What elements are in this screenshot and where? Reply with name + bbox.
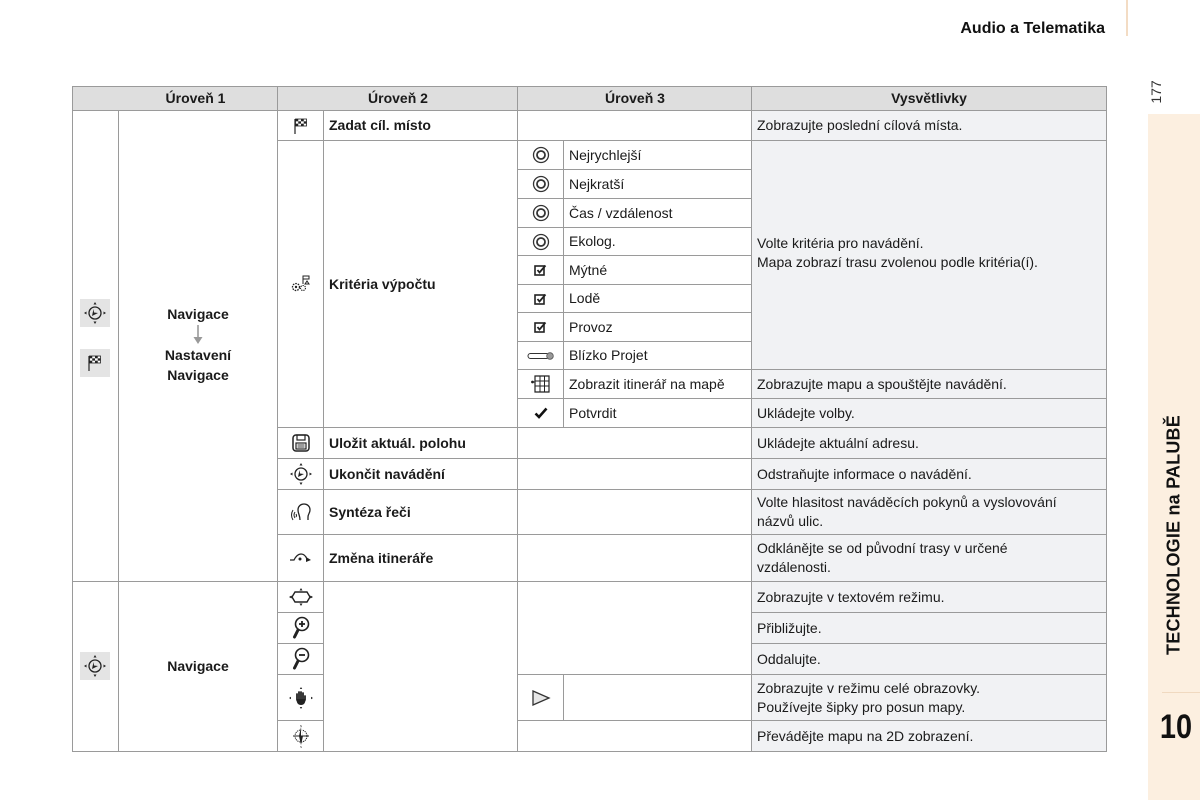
checkbox-icon [517, 312, 564, 342]
description-stop-guidance: Odstraňujte informace o navádění. [751, 458, 1107, 490]
level3-empty-cell [517, 110, 753, 141]
option-ferries: Lodě [563, 284, 753, 313]
level3-empty-cell [517, 489, 753, 535]
level1-label-navigace: Navigace [118, 581, 278, 752]
description-route-criteria [751, 140, 1107, 370]
description-line: názvů ulic. [757, 513, 824, 529]
column-header-description: Vysvětlivky [751, 86, 1107, 111]
level3-empty-cell [563, 674, 753, 721]
level3-empty-cell [517, 720, 753, 752]
menu-item-change-itinerary: Změna itineráře [323, 534, 519, 582]
description-enter-destination: Zobrazujte poslední cílová místa. [751, 110, 1107, 141]
option-eco: Ekolog. [563, 227, 753, 256]
menu-item-enter-destination: Zadat cíl. místo [323, 110, 519, 141]
level1-label-nastaveni: Nastavení [164, 347, 232, 363]
page-number-text: 177 [1148, 80, 1164, 104]
description-line: Odklánějte se od původní trasy v určené [757, 540, 1008, 556]
column-header-level3: Úroveň 3 [517, 86, 753, 111]
menu-item-stop-guidance: Ukončit navádění [323, 458, 519, 490]
checkmark-icon [517, 398, 564, 428]
svg-text:N: N [299, 724, 302, 728]
chapter-title: TECHNOLOGIE na PALUBĚ [1163, 415, 1184, 655]
level1-label-navigace-2: Navigace [167, 367, 229, 383]
checkbox-icon [517, 255, 564, 285]
description-speech-synthesis [751, 489, 1107, 535]
chapter-number: 10 [1159, 708, 1193, 746]
description-line: Používejte šipky pro posun mapy. [757, 698, 966, 715]
down-arrow-icon [193, 325, 203, 345]
text-mode-icon [277, 581, 324, 613]
column-header-level1: Úroveň 1 [72, 86, 319, 111]
navigation-compass-icon [277, 458, 324, 490]
description-2d-view: Převádějte mapu na 2D zobrazení. [751, 720, 1107, 752]
level2-empty-cell [323, 581, 519, 752]
checkbox-icon [517, 284, 564, 313]
description-show-route-on-map: Zobrazujte mapu a spouštějte navádění. [751, 369, 1107, 399]
description-line: vzdálenosti. [757, 559, 831, 575]
page-number [1143, 72, 1169, 112]
pan-hand-icon [277, 674, 324, 721]
option-traffic: Provoz [563, 312, 753, 342]
detour-icon [277, 534, 324, 582]
side-divider [1162, 692, 1200, 693]
description-save-position: Ukládejte aktuální adresu. [751, 427, 1107, 459]
chapter-side-label [1148, 380, 1200, 690]
description-line: Mapa zobrazí trasu zvolenou podle kritéria(í). [757, 254, 1038, 270]
level3-empty-cell [517, 581, 753, 675]
description-fullscreen [751, 674, 1107, 721]
top-divider [1126, 0, 1128, 36]
menu-item-route-criteria: Kritéria výpočtu [323, 140, 519, 428]
radio-icon [517, 140, 564, 170]
radio-icon [517, 198, 564, 228]
option-fastest: Nejrychlejší [563, 140, 753, 170]
column-header-level2: Úroveň 2 [277, 86, 519, 111]
option-pass-near: Blízko Projet [563, 341, 753, 370]
description-zoom-in: Přibližujte. [751, 612, 1107, 644]
description-line: Zobrazujte v režimu celé obrazovky. [757, 679, 981, 696]
option-tolls: Mýtné [563, 255, 753, 285]
voice-speech-icon [277, 489, 324, 535]
slider-icon [517, 341, 564, 370]
compass-rose-icon [277, 720, 324, 752]
description-text-mode: Zobrazujte v textovém režimu. [751, 581, 1107, 613]
level3-empty-cell [517, 458, 753, 490]
radio-icon [517, 227, 564, 256]
option-confirm: Potvrdit [563, 398, 753, 428]
zoom-in-icon [277, 612, 324, 644]
save-disk-icon [277, 427, 324, 459]
description-change-itinerary [751, 534, 1107, 582]
navigation-compass-icon [80, 299, 110, 327]
checkered-flag-icon [277, 110, 324, 141]
option-show-route-on-map: Zobrazit itinerář na mapě [563, 369, 753, 399]
level3-empty-cell [517, 427, 753, 459]
map-grid-icon [517, 369, 564, 399]
radio-icon [517, 169, 564, 199]
level1-icon-cell [72, 110, 119, 582]
svg-text:S: S [299, 745, 302, 748]
description-confirm: Ukládejte volby. [751, 398, 1107, 428]
play-triangle-icon [517, 674, 564, 721]
checkered-flag-icon [80, 349, 110, 377]
description-zoom-out: Oddalujte. [751, 643, 1107, 675]
description-line: Volte kritéria pro navádění. [757, 235, 924, 251]
level1-label-navigace: Navigace [167, 306, 229, 322]
zoom-out-icon [277, 643, 324, 675]
menu-item-speech-synthesis: Syntéza řeči [323, 489, 519, 535]
section-title: Audio a Telematika [960, 20, 1105, 37]
navigation-compass-icon [80, 652, 110, 680]
gears-flag-icon [277, 140, 324, 428]
option-shortest: Nejkratší [563, 169, 753, 199]
option-time-distance: Čas / vzdálenost [563, 198, 753, 228]
description-line: Volte hlasitost naváděcích pokynů a vyslovování [757, 494, 1057, 510]
level3-empty-cell [517, 534, 753, 582]
menu-item-save-position: Uložit aktuál. polohu [323, 427, 519, 459]
